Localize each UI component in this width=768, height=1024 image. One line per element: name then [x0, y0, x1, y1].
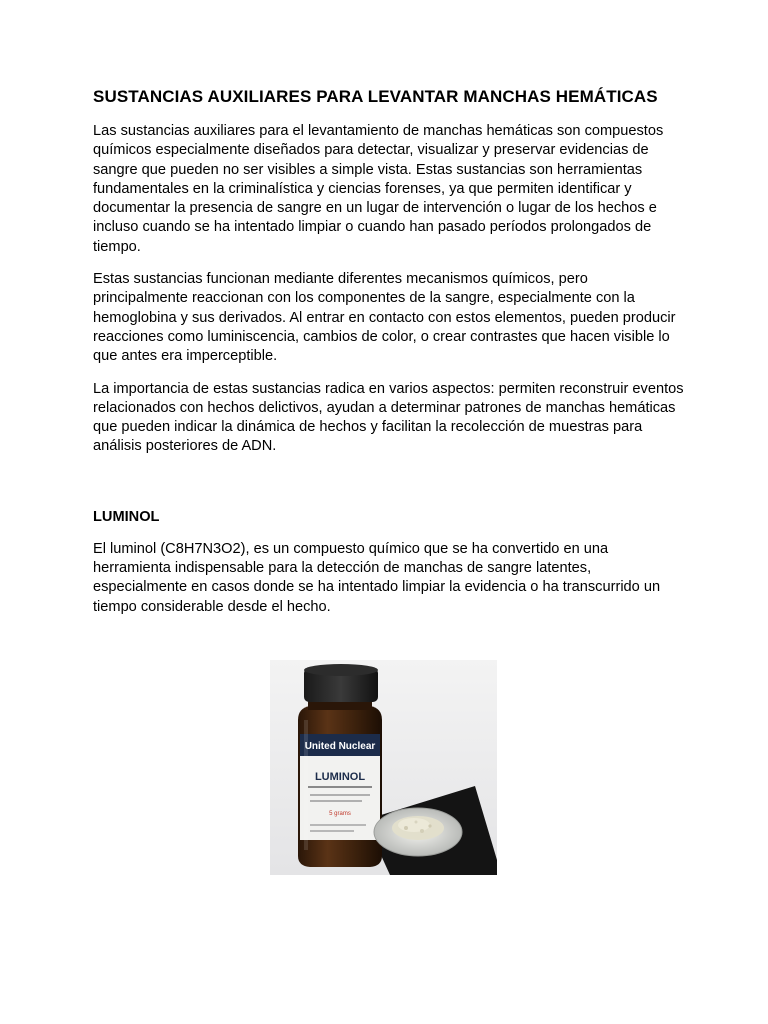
mechanism-paragraph: Estas sustancias funcionan mediante diferentes mecanismos químicos, pero principalmente reaccionan con los componentes de la sangre, especialmente con la hemoglobina y sus derivados. Al entrar en contacto con estos elementos, pueden producir reacciones como luminiscencia, cambios de color, o crear contrastes que hacen visible lo que antes era imperceptible.	[93, 271, 676, 365]
document-page	[93, 86, 685, 630]
label-brand: United Nuclear	[304, 741, 376, 752]
section-spacer	[93, 470, 685, 508]
label-amount: 5 grams	[329, 811, 351, 817]
label-product: LUMINOL	[314, 771, 366, 783]
document-title: SUSTANCIAS AUXILIARES PARA LEVANTAR MANCHAS HEMÁTICAS	[93, 87, 658, 106]
luminol-bottle-illustration	[270, 660, 497, 875]
intro-paragraph: Las sustancias auxiliares para el levantamiento de manchas hemáticas son compuestos químicos especialmente diseñados para detectar, visualizar y preservar evidencias de sangre que pueden no ser visibles a simple vista. Estas sustancias son herramientas fundamentales en la criminalística y ciencias forenses, ya que permiten identificar y documentar la presencia de sangre en un lugar de intervención o lugar de los hechos e incluso cuando se ha intentado limpiar o cuando han pasado períodos prolongados de tiempo.	[93, 123, 664, 255]
section-heading-luminol: LUMINOL	[93, 508, 160, 525]
luminol-product-photo	[270, 660, 497, 875]
importance-paragraph: La importancia de estas sustancias radica en varios aspectos: permiten reconstruir eventos relacionados con hechos delictivos, ayudan a determinar patrones de manchas hemáticas que pueden indicar la dinámica de hechos y facilitan la recolección de muestras para análisis posteriores de ADN.	[93, 380, 684, 455]
luminol-paragraph: El luminol (C8H7N3O2), es un compuesto químico que se ha convertido en una herramienta indispensable para la detección de manchas de sangre latentes, especialmente en casos donde se ha intentado limpiar la evidencia o ha transcurrido un tiempo considerable desde el hecho.	[93, 540, 661, 615]
